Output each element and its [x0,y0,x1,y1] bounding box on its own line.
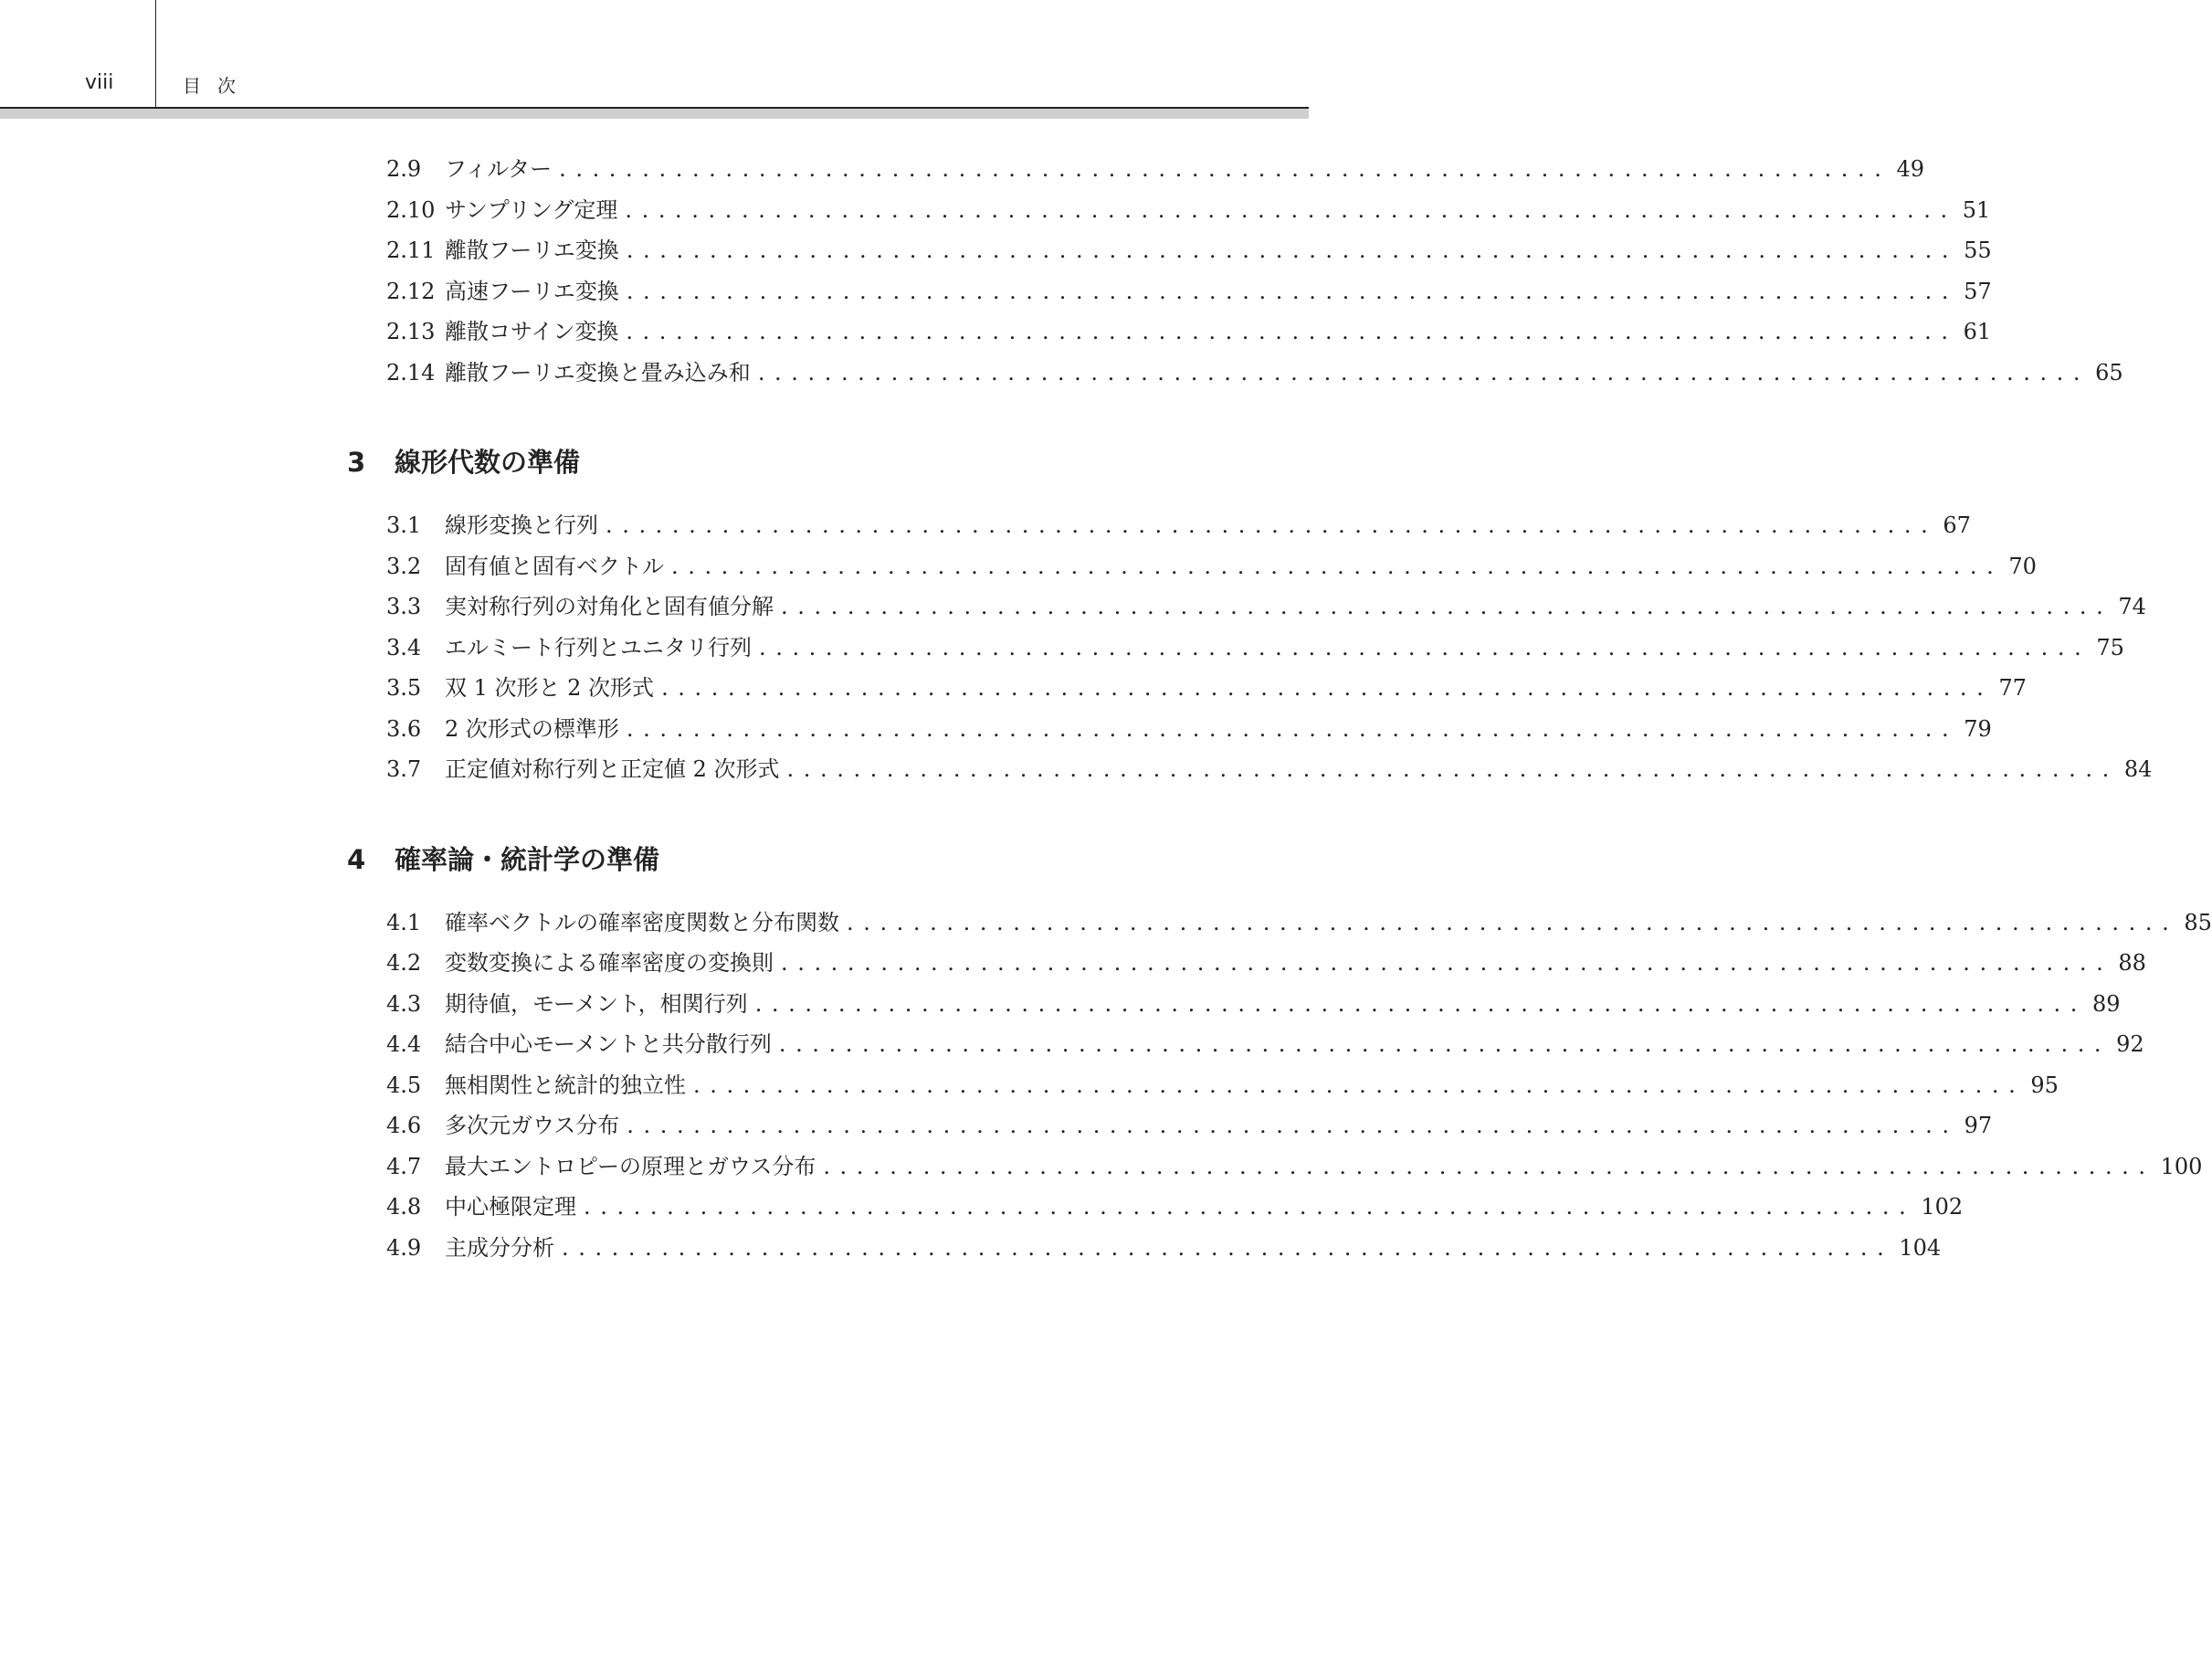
dot-leader: ................................................................................ [786,756,2119,782]
page-number: viii [85,71,114,94]
section-number: 2.10 [386,196,436,223]
dot-leader: ................................................................................ [693,1072,2026,1098]
page-reference: 61 [1963,319,1992,344]
section-number: 3.2 [386,553,422,579]
page-reference: 84 [2123,756,2153,782]
section-number: 4.9 [386,1234,422,1261]
toc-entry[interactable] [347,986,2121,1027]
toc-entry[interactable] [347,670,2027,711]
chapter-heading [347,840,1174,877]
dot-leader: ................................................................................ [661,675,1994,701]
section-title: 無相関性と統計的独立性 [445,1072,686,1098]
section-number: 3.4 [386,634,422,660]
dot-leader: ................................................................................ [823,1153,2155,1179]
section-title: 変数変換による確率密度の変換則 [445,950,774,976]
section-number: 3.7 [386,756,422,782]
toc-entry[interactable] [347,1026,2144,1067]
section-number: 2.12 [386,278,436,304]
section-number: 3.3 [386,594,422,619]
dot-leader: ................................................................................ [781,594,2113,619]
page-reference: 102 [1921,1194,1964,1220]
section-number: 2.9 [386,156,422,182]
page-reference: 49 [1896,156,1924,182]
page-reference: 65 [2095,359,2123,386]
section-title: 離散コサイン変換 [445,319,619,344]
section-title: 離散フーリエ変換と畳み込み和 [445,359,751,386]
section-number: 2.13 [386,319,436,344]
dot-leader: ................................................................................ [671,553,2004,579]
header-gray-band [0,109,1309,119]
toc-entry[interactable] [347,629,2124,671]
page-reference: 74 [2118,594,2146,619]
toc-entry[interactable] [347,1230,1942,1271]
section-title: サンプリング定理 [445,196,618,223]
header-vertical-rule [155,0,156,108]
section-number: 3.6 [386,715,422,742]
page-reference: 89 [2092,990,2121,1017]
toc-entry[interactable] [347,751,2153,792]
section-title: 実対称行列の対角化と固有値分解 [445,594,774,619]
section-number: 4.5 [386,1072,422,1098]
page-reference: 51 [1962,196,1991,223]
page-header [0,0,1309,108]
dot-leader: ................................................................................ [584,1194,1916,1220]
section-title: 高速フーリエ変換 [445,278,619,304]
section-title: 固有値と固有ベクトル [445,553,664,579]
section-title: 結合中心モーメントと共分散行列 [445,1031,772,1057]
section-number: 4.7 [386,1153,422,1179]
dot-leader: ................................................................................ [759,634,2091,660]
page-reference: 104 [1899,1234,1942,1261]
toc-entry[interactable] [347,507,1971,548]
page-reference: 85 [2184,909,2212,935]
page-reference: 75 [2096,634,2124,660]
section-title: 多次元ガウス分布 [445,1113,620,1138]
chapter-title: 確率論・統計学の準備 [395,843,660,875]
running-title: 目次 [183,75,252,97]
section-title: 正定値対称行列と正定値 2 次形式 [445,756,780,782]
page-reference: 70 [2008,553,2037,579]
toc-entry[interactable] [347,273,1992,314]
page-reference: 79 [1964,715,1992,742]
toc-entry[interactable] [347,904,2212,945]
chapter-heading [347,442,1174,480]
dot-leader: ................................................................................ [562,1234,1894,1261]
section-title: 主成分分析 [445,1234,554,1261]
dot-leader: ................................................................................ [626,715,1959,742]
toc-entry[interactable] [347,548,2037,589]
toc-entry[interactable] [347,151,1924,192]
dot-leader: ................................................................................ [847,909,2179,935]
section-number: 3.1 [386,512,422,538]
page-reference: 92 [2116,1031,2144,1057]
dot-leader: ................................................................................ [626,238,1959,263]
toc-entry[interactable] [347,1107,1993,1148]
toc-entry[interactable] [347,192,1991,233]
dot-leader: ................................................................................ [559,156,1891,182]
toc-entry[interactable] [347,1188,1964,1230]
dot-leader: ................................................................................ [625,196,1957,223]
section-title: 確率ベクトルの確率密度関数と分布関数 [445,909,839,935]
toc-entry[interactable] [347,313,1992,354]
section-number: 4.1 [386,909,422,935]
dot-leader: ................................................................................ [757,359,2091,386]
toc-entry[interactable] [347,1067,2059,1108]
section-number: 4.2 [386,950,422,976]
page-reference: 88 [2118,950,2146,976]
section-number: 4.4 [386,1031,422,1057]
dot-leader: ................................................................................ [754,990,2087,1017]
section-title: 最大エントロピーの原理とガウス分布 [445,1153,816,1179]
section-title: 中心極限定理 [445,1194,576,1220]
section-title: 離散フーリエ変換 [445,238,619,263]
chapter-number: 4 [347,843,366,875]
dot-leader: ................................................................................ [626,278,1959,304]
dot-leader: ................................................................................ [778,1031,2112,1057]
section-title: エルミート行列とユニタリ行列 [445,634,752,660]
toc-entry[interactable] [347,945,2146,986]
page-reference: 55 [1964,238,1992,263]
toc-entry[interactable] [347,354,2123,396]
toc-entry[interactable] [347,1148,2203,1189]
toc-entry[interactable] [347,588,2146,629]
page-reference: 77 [1998,675,2027,701]
section-title: 期待値，モーメント，相関行列 [445,990,748,1017]
chapter-number: 3 [347,447,366,478]
table-of-contents [347,151,2212,1270]
page-reference: 67 [1943,512,1971,538]
section-title: 双 1 次形と 2 次形式 [445,675,655,701]
section-number: 4.3 [386,990,422,1017]
section-title: フィルター [445,156,553,182]
section-title: 2 次形式の標準形 [445,715,619,742]
section-number: 2.11 [386,238,436,263]
toc-entry[interactable] [347,232,1992,273]
page-reference: 100 [2160,1153,2203,1179]
dot-leader: ................................................................................ [606,512,1938,538]
section-number: 4.6 [386,1113,422,1138]
dot-leader: ................................................................................ [627,1113,1959,1138]
dot-leader: ................................................................................ [626,319,1958,344]
page-reference: 97 [1964,1113,1993,1138]
dot-leader: ................................................................................ [781,950,2113,976]
section-number: 2.14 [386,359,436,386]
section-title: 線形変換と行列 [445,512,598,538]
section-number: 3.5 [386,675,422,701]
page-reference: 57 [1964,278,1992,304]
chapter-title: 線形代数の準備 [395,447,581,478]
page-reference: 95 [2030,1072,2059,1098]
section-number: 4.8 [386,1194,422,1220]
toc-entry[interactable] [347,711,1992,752]
